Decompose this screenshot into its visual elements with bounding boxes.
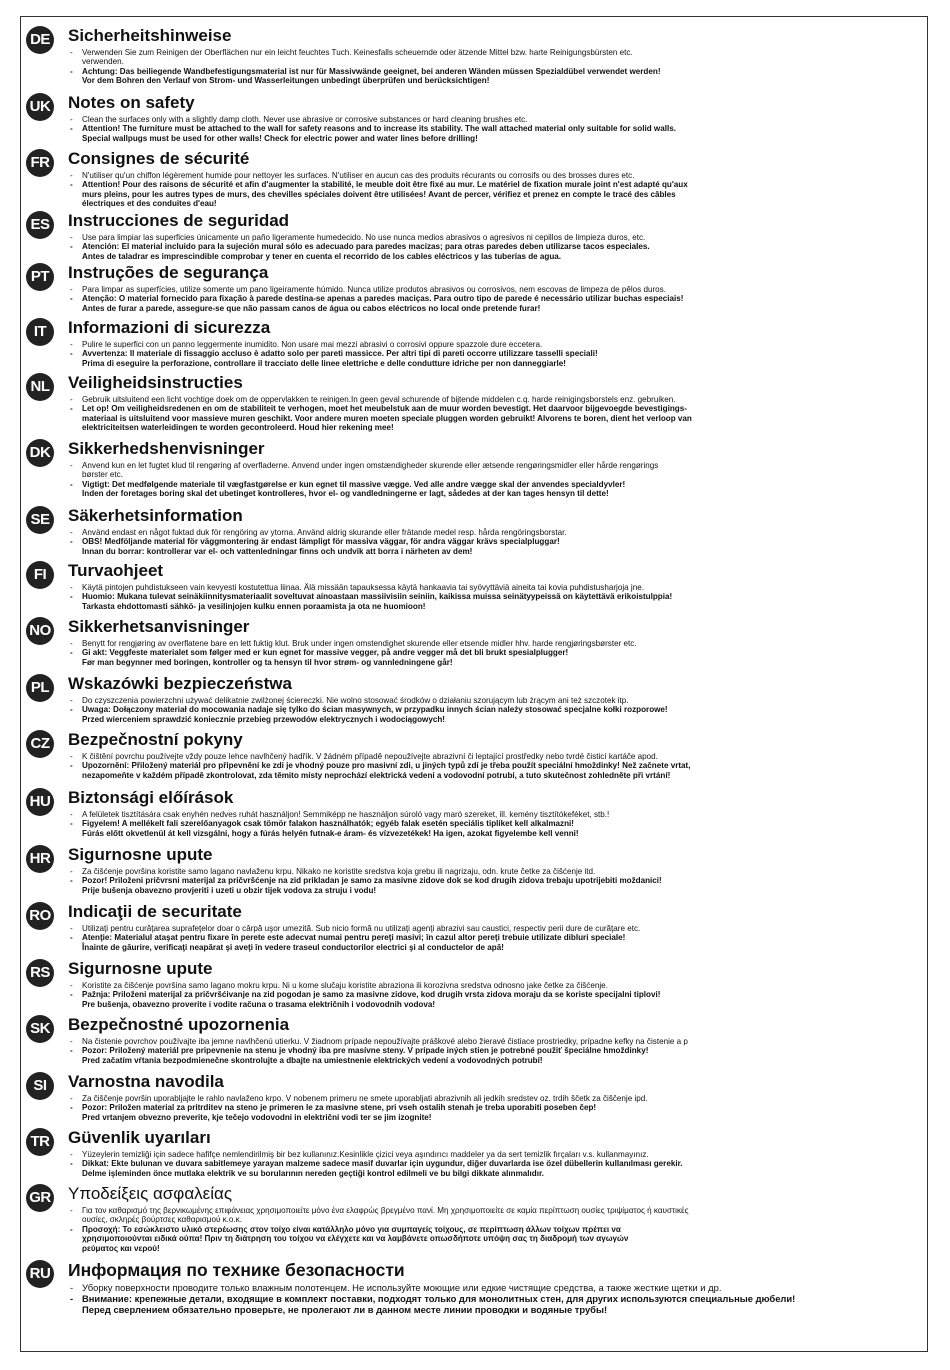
cleaning-note: - Za čiščenje površin uporabljajte le rahlo navlaženo krpo. V nobenem primeru ne smete uporabljati abrazivnih ali jedkih sredstev oz. trdih ščetk za čiščenje ipd. xyxy=(68,1094,926,1103)
wall-mount-warning: - Внимание: крепежные детали, входящие в комплект поставки, подходят только для монолитных стен, для других используются специальные дюбели! Перед сверлением обязательно проверьте, не пролегают ли в данном месте линии проводки и водяные трубы! xyxy=(68,1293,926,1315)
country-badge-hr: HR xyxy=(26,845,54,873)
section-title: Varnostna navodila xyxy=(68,1072,224,1091)
section-se xyxy=(26,502,926,557)
country-badge-uk: UK xyxy=(26,93,54,121)
wall-mount-warning: - Huomio: Mukana tulevat seinäkiinnitysmateriaalit soveltuvat ainoastaan massiivisiin seiniin, kaikissa muissa seinätyypeissä on käytettävä erikoistulppia! Tarkasta ehdottomasti sähkö- ja vesilinjojen kulku ennen poraamista ja ota ne huomioon! xyxy=(68,592,926,611)
country-badge-si: SI xyxy=(26,1072,54,1100)
wall-mount-warning: - Pažnja: Priloženi materijal za pričvršćivanje na zid pogodan je samo za masivne zidove, kod drugih vrsta zidova moraju da se koriste specijalni tiplovi! Pre bušenja, obavezno proverite i vodite računa o trasama električnih i vodovodnih vodova! xyxy=(68,990,926,1009)
cleaning-note: - Koristite za čišćenje površina samo lagano mokru krpu. Ni u kome slučaju koristite abraziona ili korozivna sredstva odnosno jake četke za čišćenje. xyxy=(68,981,926,990)
section-uk xyxy=(26,89,926,145)
wall-mount-warning: - Atención: El material incluido para la sujeción mural sólo es adecuado para paredes macizas; para otras paredes deben utilizarse tacos especiales. Antes de taladrar es imprescindible comprobar y tener en cuenta el recorrido de los cables eléctricos y las tuberías de agua. xyxy=(68,242,926,261)
cleaning-note: - Använd endast en något fuktad duk för rengöring av ytorna. Använd aldrig skurande eller frätande medel resp. hårda rengöringsborstar. xyxy=(68,528,926,537)
cleaning-note: - Уборку поверхности проводите только влажным полотенцем. Не используйте моющие или едкие чистящие средства, а также жесткие щетки и др. xyxy=(68,1282,926,1293)
section-it xyxy=(26,314,926,369)
section-title: Informazioni di sicurezza xyxy=(68,318,271,337)
section-title: Veiligheidsinstructies xyxy=(68,373,243,392)
cleaning-note: - Käytä pintojen puhdistukseen vain kevyesti kostutettua liinaa. Älä missään tapauksessa käytä hankaavia tai syövyttäviä aineita tai kovia puhdistusharjoja jne. xyxy=(68,583,926,592)
safety-notes xyxy=(26,22,926,1318)
country-badge-es: ES xyxy=(26,211,54,239)
cleaning-note: - N'utiliser qu'un chiffon légèrement humide pour nettoyer les surfaces. N'utiliser en aucun cas des produits récurants ou corrosifs ou des brosses dures etc. xyxy=(68,171,926,180)
wall-mount-warning: - Pozor! Priloženi pričvrsni materijal za pričvršćenje na zid prikladan je samo za masivne zidove dok se kod drugih zidova trebaju upotrijebiti moždanici! Prije bušenja obavezno provjeriti i uzeti u obzir tijek vodova za struju i vodu! xyxy=(68,876,926,895)
section-es xyxy=(26,207,926,259)
country-badge-hu: HU xyxy=(26,788,54,816)
section-gr xyxy=(26,1180,926,1256)
country-badge-dk: DK xyxy=(26,439,54,467)
wall-mount-warning: - Atenção: O material fornecido para fixação à parede destina-se apenas a paredes maciças. Para outro tipo de parede é necessário utilizar buchas especiais! Antes de furar a parede, assegure-se que não passam canos de água ou cabos eléctricos no local onde pretende furar! xyxy=(68,294,926,313)
section-sk xyxy=(26,1011,926,1068)
section-ro xyxy=(26,898,926,955)
section-title: Sicherheitshinweise xyxy=(68,26,232,45)
country-badge-cz: CZ xyxy=(26,730,54,758)
wall-mount-warning: - Avvertenza: Il materiale di fissaggio accluso è adatto solo per pareti massicce. Per altri tipi di pareti occorre utilizzare tasselli speciali! Prima di eseguire la perforazione, controllare il tracciato delle linee elettriche e delle condutture idriche per non danneggiarle! xyxy=(68,349,926,368)
country-badge-it: IT xyxy=(26,318,54,346)
section-pt xyxy=(26,259,926,314)
country-badge-pl: PL xyxy=(26,674,54,702)
section-de xyxy=(26,22,926,89)
section-rs xyxy=(26,955,926,1011)
section-title: Turvaohjeet xyxy=(68,561,164,580)
section-title: Информация по технике безопасности xyxy=(68,1260,405,1280)
country-badge-fi: FI xyxy=(26,561,54,589)
country-badge-ro: RO xyxy=(26,902,54,930)
section-title: Sikkerhetsanvisninger xyxy=(68,617,250,636)
section-hu xyxy=(26,784,926,841)
wall-mount-warning: - Upozornění: Přiložený materiál pro připevnění ke zdi je vhodný pouze pro masivní zdi, u jiných typů zdí je třeba použít speciální hmoždinky! Než začnete vrtat, nezapomeňte v každém případě zkontrolovat, zda těmito místy neprochází elektrická vedení a vodovodní potrubí, a tuto skutečnost zohledněte při vrtání! xyxy=(68,761,926,780)
country-badge-rs: RS xyxy=(26,959,54,987)
section-title: Indicaţii de securitate xyxy=(68,902,242,921)
country-badge-fr: FR xyxy=(26,149,54,177)
wall-mount-warning: - Attention! The furniture must be attached to the wall for safety reasons and to increase its stability. The wall attached material only suitable for solid walls. Special wallpugs must be used for other walls! Check for electric power and water lines before drilling! xyxy=(68,124,926,143)
country-badge-no: NO xyxy=(26,617,54,645)
section-pl xyxy=(26,670,926,726)
cleaning-note: - Na čistenie povrchov používajte iba jemne navlhčenú utierku. V žiadnom prípade nepoužívajte práškové alebo žieravé čistiace prostriedky, prípadne kefky na čistenie a p xyxy=(68,1037,926,1046)
section-title: Sikkerhedshenvisninger xyxy=(68,439,265,458)
country-badge-pt: PT xyxy=(26,263,54,291)
section-si xyxy=(26,1068,926,1124)
wall-mount-warning: - Achtung: Das beiliegende Wandbefestigungsmaterial ist nur für Massivwände geeignet, bei anderen Wänden müssen Spezialdübel verwendet werden! Vor dem Bohren den Verlauf von Strom- und Wasserleitungen unbedingt überprüfen und berücksichtigen! xyxy=(68,67,926,86)
section-title: Instrucciones de seguridad xyxy=(68,211,290,230)
cleaning-note: - Pulire le superfici con un panno leggermente inumidito. Non usare mai mezzi abrasivi o corrosivi oppure spazzole dure eccetera. xyxy=(68,340,926,349)
wall-mount-warning: - Uwaga: Dołączony materiał do mocowania nadaje się tylko do ścian masywnych, w przypadku innych ścian należy stosować specjalne kołki rozporowe! Przed wierceniem sprawdzić koniecznie przebieg przewodów elektrycznych i wodociągowych! xyxy=(68,705,926,724)
section-cz xyxy=(26,726,926,784)
section-title: Bezpečnostní pokyny xyxy=(68,730,243,749)
wall-mount-warning: - Gi akt: Veggfeste materialet som følger med er kun egnet for massive vegger, på andre vegger må det bli brukt spesialplugger! Før man begynner med boringen, kontroller og ta hensyn til hvor strøm- og vannledningene går! xyxy=(68,648,926,667)
section-title: Sigurnosne upute xyxy=(68,845,213,864)
cleaning-note: - Utilizaţi pentru curăţarea suprafeţelor doar o cârpă uşor umezită. Sub nicio formă nu utilizaţi agenţi abrazivi sau caustici, respectiv perii dure de curăţare etc. xyxy=(68,924,926,933)
cleaning-note: - Yüzeylerin temizliği için sadece hafifçe nemlendirilmiş bir bez kullanınız.Kesinlikle çizici veya aşındırıcı maddeler ya da sert temizlik fırçaları v.s. kullanmayınız. xyxy=(68,1150,926,1159)
section-tr xyxy=(26,1124,926,1180)
wall-mount-warning: - OBS! Medföljande material för väggmontering är endast lämpligt för massiva väggar, för andra väggar krävs specialpluggar! Innan du borrar: kontrollerar var el- och vattenledningar finns och undvik att borra i närheten av dem! xyxy=(68,537,926,556)
cleaning-note: - Clean the surfaces only with a slightly damp cloth. Never use abrasive or corrosive substances or hard cleaning brushes etc. xyxy=(68,115,926,124)
cleaning-note: - Para limpar as superfícies, utilize somente um pano ligeiramente húmido. Nunca utilize produtos abrasivos ou corrosivos, nem escovas de limpeza de pêlos duros. xyxy=(68,285,926,294)
cleaning-note: - Use para limpiar las superficies únicamente un paño ligeramente humedecido. No use nunca medios abrasivos o agresivos ni cepillos de limpieza duros, etc. xyxy=(68,233,926,242)
wall-mount-warning: - Atenţie: Materialul ataşat pentru fixare în perete este adecvat numai pentru pereţi masivi; în cazul altor pereţi trebuie utilizate dibluri speciale! Înainte de găurire, verificaţi neapărat şi aveţi în vedere traseul conductorilor electrici şi al conductelor de apă! xyxy=(68,933,926,952)
section-title: Güvenlik uyarıları xyxy=(68,1128,211,1147)
country-badge-se: SE xyxy=(26,506,54,534)
cleaning-note: - Za čišćenje površina koristite samo lagano navlaženu krpu. Nikako ne koristite sredstva koja grebu ili nagrizaju, odn. krute četke za čišćenje itd. xyxy=(68,867,926,876)
section-nl xyxy=(26,369,926,435)
wall-mount-warning: - Figyelem! A mellékelt fali szerelőanyagok csak tömör falakon használhatók; egyéb falak esetén speciális tipliket kell alkalmazni! Fúrás előtt okvetlenül át kell vizsgálni, hogy a fúrás helyén futnak-e áram- és vízvezetékek! Ha igen, azokat figyelembe kell venni! xyxy=(68,819,926,838)
section-title: Säkerhetsinformation xyxy=(68,506,243,525)
country-badge-gr: GR xyxy=(26,1184,54,1212)
wall-mount-warning: - Attention! Pour des raisons de sécurité et afin d'augmenter la stabilité, le meuble doit être fixé au mur. Le matériel de fixation murale joint n'est adapté qu'aux murs pleins, pour les autres types de murs, des chevilles spéciales doivent être utilisées! Avant de percer, vérifiez et prenez en compte le tracé des câbles électriques et des conduites d'eau! xyxy=(68,180,926,208)
section-title: Notes on safety xyxy=(68,93,195,112)
cleaning-note: - Benytt for rengjøring av overflatene bare en lett fuktig klut. Bruk under ingen omstendighet skurende eller etsende midler hhv. harde rengjøringsbørster etc. xyxy=(68,639,926,648)
section-title: Instruções de segurança xyxy=(68,263,269,282)
country-badge-ru: RU xyxy=(26,1260,54,1288)
cleaning-note: - Do czyszczenia powierzchni używać delikatnie zwilżonej ściereczki. Nie wolno stosować środków o działaniu szorującym lub żrącym ani też szczotek itp. xyxy=(68,696,926,705)
cleaning-note: - Verwenden Sie zum Reinigen der Oberflächen nur ein leicht feuchtes Tuch. Keinesfalls scheuernde oder ätzende Mittel bzw. harte Reinigungsbürsten etc. verwenden. xyxy=(68,48,926,67)
country-badge-nl: NL xyxy=(26,373,54,401)
section-fi xyxy=(26,557,926,613)
section-title: Biztonsági előírások xyxy=(68,788,234,807)
section-title: Υποδείξεις ασφαλείας xyxy=(68,1184,233,1203)
section-no xyxy=(26,613,926,670)
cleaning-note: - A felületek tisztítására csak enyhén nedves ruhát használjon! Semmiképp ne használjon súroló vagy maró szereket, ill. kemény tisztítókeféket, stb.! xyxy=(68,810,926,819)
country-badge-tr: TR xyxy=(26,1128,54,1156)
section-title: Sigurnosne upute xyxy=(68,959,213,978)
cleaning-note: - Gebruik uitsluitend een licht vochtige doek om de oppervlakken te reinigen.In geen geval schurende of bijtende middelen c.q. harde reinigingsborstels enz. gebruiken. xyxy=(68,395,926,404)
cleaning-note: - K čištění povrchu používejte vždy pouze lehce navlhčený hadřík. V žádném případě nepoužívejte abrazivní či leptající prostředky nebo tvrdé čisticí kartáče apod. xyxy=(68,752,926,761)
section-ru xyxy=(26,1256,926,1318)
wall-mount-warning: - Pozor: Priložený materiál pre pripevnenie na stenu je vhodný iba pre masívne steny. V prípade iných stien je potrebné použiť špeciálne hmoždinky! Pred začatím vŕtania bezpodmienečne skontrolujte a dbajte na umiestnenie elektrických vedení a vodovodných potrubí! xyxy=(68,1046,926,1065)
wall-mount-warning: - Dikkat: Ekte bulunan ve duvara sabitlemeye yarayan malzeme sadece masif duvarlar için uygundur, diğer duvarlarda ise özel dübellerin kullanılması gerekir. Delme işleminden önce mutlaka elektrik ve su borularının nereden geçtiği kontrol edilmeli ve bu bilgi dikkate alınmalıdır. xyxy=(68,1159,926,1178)
section-title: Bezpečnostné upozornenia xyxy=(68,1015,290,1034)
cleaning-note: - Anvend kun en let fugtet klud til rengøring af overfladerne. Anvend under ingen omstændigheder skurende eller ætsende rengøringsmidler eller hårde rengørings børster etc. xyxy=(68,461,926,480)
section-dk xyxy=(26,435,926,502)
section-fr xyxy=(26,145,926,207)
country-badge-sk: SK xyxy=(26,1015,54,1043)
wall-mount-warning: - Προσοχή: Το εσώκλειστο υλικό στερέωσης στον τοίχο είναι κατάλληλο μόνο για συμπαγείς τοίχους, σε περίπτωση άλλων τοίχων πρέπει να χρησιμοποιούνται ειδικά ούπα! Πριν τη διάτρηση του τοίχου να ελέγχετε και να λαμβάνετε οπωσδήποτε υπόψη σας τη διαδρομή των αγωγών ρεύματος και νερού! xyxy=(68,1225,926,1253)
cleaning-note: - Για τον καθαρισμό της βερνικωμένης επιφάνειας χρησιμοποιείτε μόνο ένα ελαφρώς βρεγμένο πανί. Μη χρησιμοποιείτε σε καμία περίπτωση ουσίες τριψίματος ή καυστικές ουσίες, σκληρές βούρτσες καθαρισμού κ.ο.κ. xyxy=(68,1206,926,1225)
section-hr xyxy=(26,841,926,898)
wall-mount-warning: - Let op! Om veiligheidsredenen en om de stabiliteit te verhogen, moet het meubelstuk aan de muur worden bevestigt. Het daarvoor bijgevoegde bevestigings- materiaal is uitsluitend voor massieve muren geschikt. Voor andere muren moeten speciale pluggen worden gebruikt! Alvorens te boren, dient het verloop van elektriciteitsen waterleidingen te worden gecontroleerd. Houd hier rekening mee! xyxy=(68,404,926,432)
wall-mount-warning: - Vigtigt: Det medfølgende materiale til vægfastgørelse er kun egnet til massive vægge. Ved alle andre vægge skal der anvendes specialdyvler! Inden der foretages boring skal det ubetinget kontrolleres, hvor el- og vandledningerne er lagt, sådedes at der kan tages hensyn til dette! xyxy=(68,480,926,499)
wall-mount-warning: - Pozor: Priložen material za pritrditev na steno je primeren le za masivne stene, pri vseh ostalih stenah je treba uporabiti poseben čep! Pred vrtanjem obvezno preverite, kje tečejo vodovodni in električni vodi ter se jim izognite! xyxy=(68,1103,926,1122)
section-title: Wskazówki bezpieczeństwa xyxy=(68,674,292,693)
country-badge-de: DE xyxy=(26,26,54,54)
section-title: Consignes de sécurité xyxy=(68,149,250,168)
